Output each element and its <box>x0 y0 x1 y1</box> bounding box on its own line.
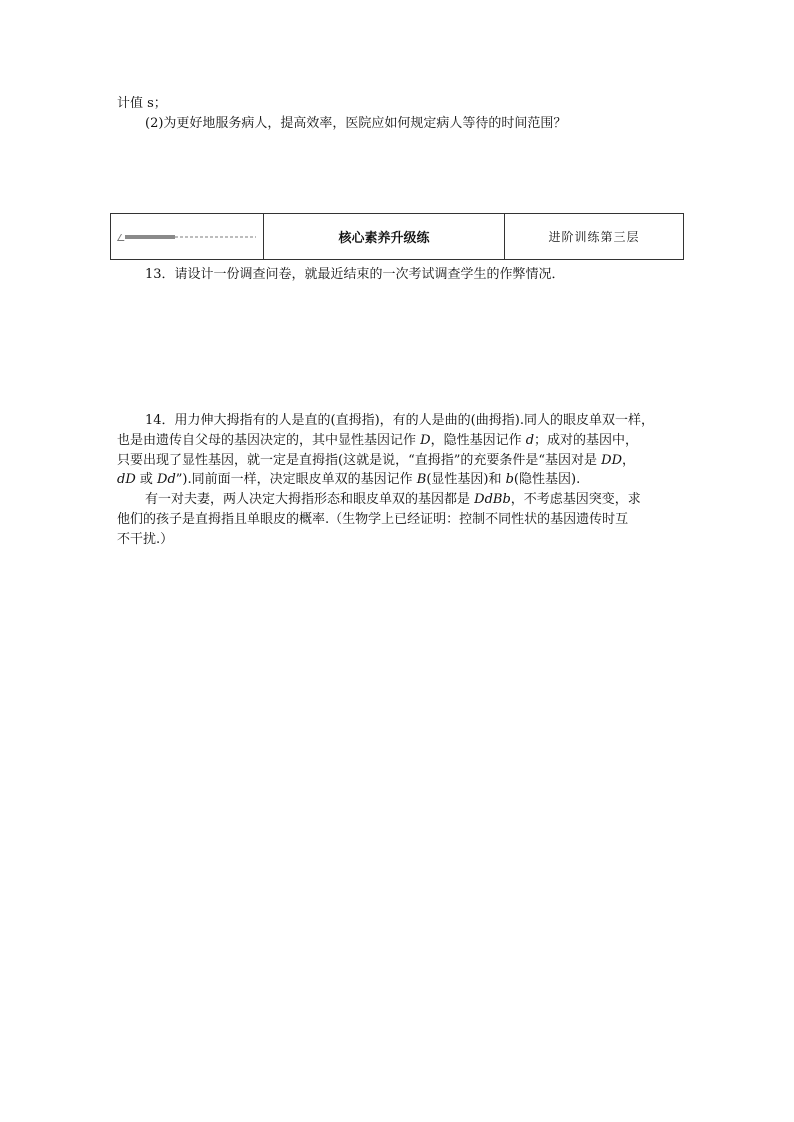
question-13-text: 13．请设计一份调查问卷，就最近结束的一次考试调查学生的作弊情况． <box>145 267 565 282</box>
gene-symbol: d <box>525 433 535 448</box>
intro-text-1: 计值 s； <box>117 96 167 111</box>
question-12-part-2: (2)为更好地服务病人，提高效率，医院应如何规定病人等待的时间范围？ <box>145 116 567 131</box>
question-14-line-3 <box>117 452 635 470</box>
question-14-line-7 <box>117 531 173 549</box>
text-run: ，不考虑基因突变，求 <box>510 492 641 507</box>
gene-symbol: b <box>505 472 514 487</box>
gene-symbol: Dd <box>157 472 176 487</box>
text-run: 不干扰.） <box>117 532 174 547</box>
section-banner <box>110 213 684 260</box>
gene-symbol: DdBb <box>474 492 511 507</box>
text-run: ， <box>622 453 636 468</box>
text-run: ”).同前面一样，决定眼皮单双的基因记作 <box>175 472 417 487</box>
gene-symbol: DD <box>601 453 623 468</box>
banner-title: 核心素养升级练 <box>264 214 505 259</box>
question-14-text: 14．用力伸大拇指有的人是直的(直拇指)，有的人是曲的(曲拇指).同人的眼皮单双一样， <box>145 413 654 428</box>
intro-line-2 <box>145 115 566 133</box>
text-run: (显性基因)和 <box>426 472 506 487</box>
question-13 <box>145 266 565 284</box>
gene-symbol: dD <box>117 472 136 487</box>
question-14-line-1 <box>145 412 654 430</box>
text-run: 他们的孩子是直拇指且单眼皮的概率.（生物学上已经证明：控制不同性状的基因遗传时互 <box>117 512 629 527</box>
pen-stroke-decoration-icon <box>119 234 256 240</box>
banner-decor-cell <box>111 214 264 259</box>
question-14-line-2 <box>117 432 638 450</box>
banner-level: 进阶训练第三层 <box>548 230 640 244</box>
gene-symbol: B <box>416 472 427 487</box>
text-run: (隐性基因). <box>513 472 581 487</box>
text-run: 也是由遗传自父母的基因决定的，其中显性基因记作 <box>117 433 421 448</box>
question-14-line-4 <box>117 471 580 489</box>
question-14-line-5 <box>145 491 641 509</box>
text-run: 只要出现了显性基因，就一定是直拇指(这就是说，“直拇指”的充要条件是“基因对是 <box>117 453 602 468</box>
text-run: ，隐性基因记作 <box>430 433 526 448</box>
question-14-line-6 <box>117 511 628 529</box>
text-run: ；成对的基因中， <box>534 433 639 448</box>
text-run: 有一对夫妻，两人决定大拇指形态和眼皮单双的基因都是 <box>145 492 475 507</box>
gene-symbol: D <box>420 433 431 448</box>
intro-line-1 <box>117 95 167 113</box>
text-run: 或 <box>135 472 158 487</box>
